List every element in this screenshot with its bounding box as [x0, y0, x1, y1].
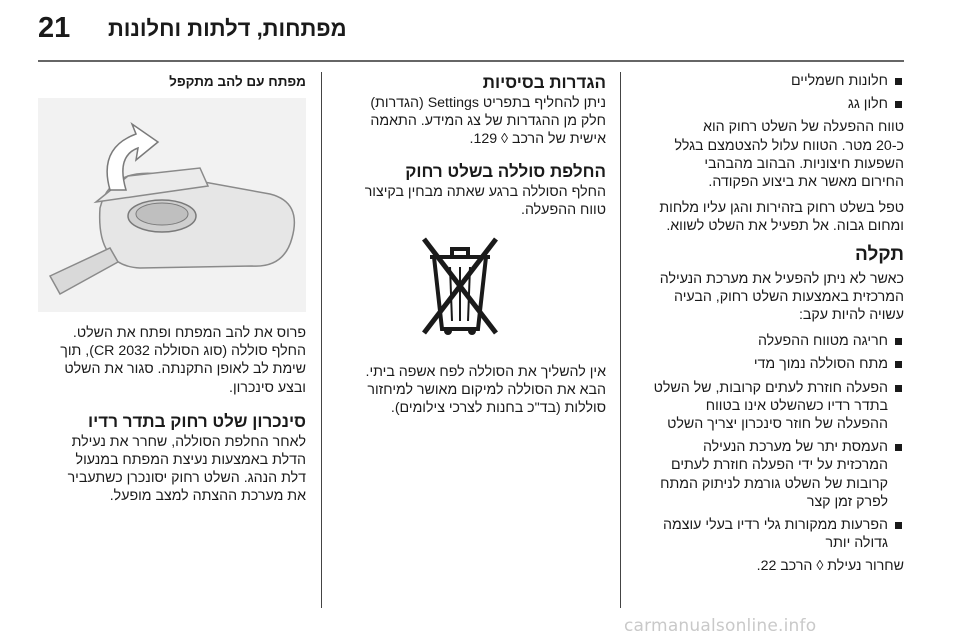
text-line: ניתן להחליף בתפריט Settings (הגדרות): [370, 95, 606, 111]
bullet-item: [634, 95, 904, 113]
page-title: מפתחות, דלתות וחלונות: [108, 16, 347, 41]
watermark: carmanualsonline.info: [624, 616, 817, 636]
bullet-line: ההפעלה של חוזר סינכרון יצריך השלט: [667, 416, 888, 433]
text-line: חלק מן ההגדרות של צג המידע. התאמה: [370, 113, 606, 130]
sync-text: [38, 433, 306, 506]
battery-disposal-text: [334, 363, 606, 418]
bullet-line: הפרעות ממקורות גלי רדיו בעלי עוצמה: [634, 516, 904, 534]
bullet-line: גדולה יותר: [825, 535, 888, 552]
section-heading-battery-replacement: החלפת סוללה בשלט רחוק: [405, 161, 606, 181]
page-number: 21: [38, 12, 71, 44]
column-divider-right: [620, 72, 621, 608]
text-line: אישית של הרכב ◊ 129.: [469, 131, 606, 148]
bullet-item: [634, 72, 904, 90]
text-line: את מערכת ההצתה למצב מופעל.: [109, 488, 306, 505]
section-heading-folding-key: מפתח עם להב מתקפל: [169, 74, 306, 89]
bullet-line: חלון גג: [634, 95, 904, 113]
text-line: טווח ההפעלה.: [521, 201, 606, 218]
middle-column: [334, 72, 606, 418]
header-rule: [38, 60, 904, 62]
bullet-item: [634, 332, 904, 350]
bullet-line: בתדר רדיו כשהשלט אינו בטווח: [705, 397, 888, 414]
paragraph: [634, 270, 904, 325]
key-battery-icon: [40, 98, 304, 312]
text-line: שימת לב לאופן התקנתה. סגור את השלט: [64, 361, 306, 378]
bullet-line: לפרק זמן קצר: [806, 493, 888, 510]
bullet-line: הפעלה חוזרת לעתים קרובות, של השלט: [634, 379, 904, 397]
bullet-item: [634, 379, 904, 434]
bullet-item: [634, 438, 904, 511]
text-line: כאשר לא ניתן להפעיל את מערכת הנעילה: [659, 270, 904, 287]
left-column: [38, 72, 306, 506]
paragraph: [634, 199, 904, 235]
crossed-out-bin-icon: [420, 233, 500, 339]
text-line: החלף הסוללה ברגע שאתה מבחין בקיצור: [364, 183, 606, 200]
text-line: דלת הנהג. השלט רחוק יסונכרן כשתעביר: [67, 470, 306, 487]
right-column: [634, 72, 904, 584]
bullet-line: חריגה מטווח ההפעלה: [634, 332, 904, 350]
section-heading-basic-settings: הגדרות בסיסיות: [482, 73, 606, 92]
text-line: הדלת באמצעות נעיצת המפתח במנעול: [75, 452, 306, 469]
bullet-item: [634, 355, 904, 373]
key-illustration: [38, 98, 306, 312]
bullet-line: מתח הסוללה נמוך מדי: [634, 355, 904, 373]
battery-replacement-text: [334, 183, 606, 219]
text-line: המרכזית באמצעות השלט רחוק, הבעיה: [674, 288, 904, 305]
text-line: טווח ההפעלה של השלט רחוק הוא: [703, 119, 904, 136]
text-line: עשויה להיות עקב:: [798, 307, 904, 324]
section-heading-malfunction: [634, 244, 904, 266]
section-heading-sync: סינכרון שלט רחוק בתדר רדיו: [88, 411, 306, 431]
text-line: אין להשליך את הסוללה לפח אשפה ביתי.: [365, 364, 606, 381]
text-line: החירום מאשר את ביצוע הפקודה.: [708, 174, 904, 191]
bullet-item: [634, 516, 904, 552]
folding-key-text: [38, 324, 306, 397]
recycling-bin-figure: [334, 233, 606, 351]
bullet-line: המרכזית על ידי הפעלה חוזרת לעתים: [670, 457, 888, 474]
text-line: פרוס את להב המפתח ופתח את השלט.: [72, 325, 306, 341]
text-line: ובצע סינכרון.: [229, 379, 306, 396]
text-line: טפל בשלט רחוק בזהירות והגן עליו מלחות: [659, 200, 904, 217]
column-divider-left: [321, 72, 322, 608]
bullet-line: העמסת יתר של מערכת הנעילה: [634, 438, 904, 456]
bullet-line: חלונות חשמליים: [634, 72, 904, 90]
text-line: שחרור נעילת ◊ הרכב 22.: [756, 558, 904, 575]
text-line: ומחום גבוה. אל תפעיל את השלט לשווא.: [666, 218, 904, 235]
paragraph: [634, 557, 904, 575]
text-line: לאחר החלפת הסוללה, שחרר את נעילת: [71, 433, 306, 450]
text-line: הבא את הסוללה למיקום מאושר למיחזור: [367, 382, 606, 399]
heading-text: תקלה: [854, 243, 904, 265]
paragraph: [634, 118, 904, 191]
text-line: השפעות חיצוניות. הבהוב מהבהבי: [704, 155, 904, 172]
basic-settings-text: [334, 94, 606, 149]
text-line: סוללות (בד"כ בחנות לצרכי צילומים).: [390, 400, 606, 417]
bullet-line: קרובות של השלט גורמת לניתוק המתח: [660, 475, 888, 492]
text-line: החלף סוללה (סוג הסוללה CR 2032), תוך: [60, 343, 306, 360]
text-line: כ-20 מטר. הטווח עלול להצטמצם בגלל: [674, 137, 904, 154]
